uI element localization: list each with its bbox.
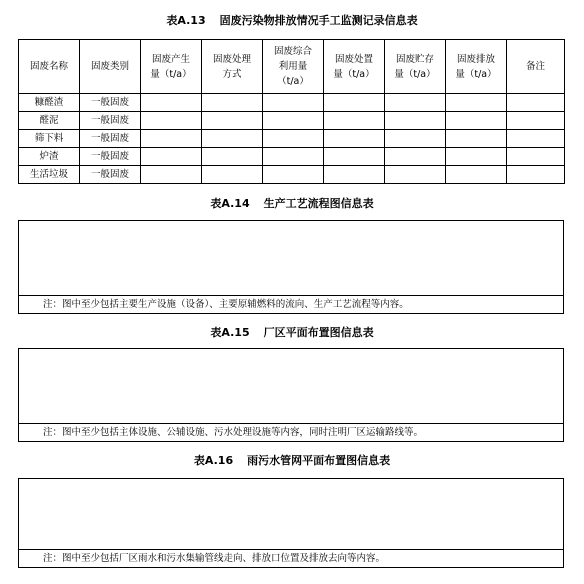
solid-waste-monitoring-table xyxy=(18,39,565,184)
column-header xyxy=(446,40,507,94)
table-a16-number: 表A.16 xyxy=(193,454,234,467)
empty-cell xyxy=(324,112,385,130)
table-header-row xyxy=(19,40,565,94)
column-header xyxy=(19,40,80,94)
waste-category-cell: 一般固废 xyxy=(80,148,141,166)
table-a14-number: 表A.14 xyxy=(210,197,250,210)
empty-cell xyxy=(385,94,446,112)
empty-cell xyxy=(263,112,324,130)
table-a16-title xyxy=(0,454,584,468)
empty-cell xyxy=(202,166,263,184)
empty-cell xyxy=(507,166,565,184)
column-header-line: 固废类别 xyxy=(90,61,129,72)
empty-cell xyxy=(385,112,446,130)
empty-cell xyxy=(324,94,385,112)
table-a16-note: 注：图中至少包括厂区雨水和污水集输管线走向、排放口位置及排放去向等内容。 xyxy=(43,553,386,564)
table-a15-title-text: 厂区平面布置图信息表 xyxy=(263,326,374,339)
empty-cell xyxy=(263,166,324,184)
column-header-line: 备注 xyxy=(525,61,545,72)
waste-name-cell: 糠醛渣 xyxy=(19,94,80,112)
empty-cell xyxy=(202,112,263,130)
column-header-line: 固废名称 xyxy=(29,61,68,72)
column-header-line: 量（t/a） xyxy=(150,68,192,80)
empty-cell xyxy=(446,130,507,148)
empty-cell xyxy=(202,148,263,166)
column-header-line: 量（t/a） xyxy=(333,68,375,80)
table-a14-title-text: 生产工艺流程图信息表 xyxy=(263,197,374,210)
waste-name-cell: 醛泥 xyxy=(19,112,80,130)
waste-category-cell: 一般固废 xyxy=(80,112,141,130)
empty-cell xyxy=(263,148,324,166)
column-header-line: 固废产生 xyxy=(151,53,190,65)
waste-name-cell: 炉渣 xyxy=(19,148,80,166)
waste-name-cell: 生活垃圾 xyxy=(19,166,80,184)
waste-category-cell: 一般固废 xyxy=(80,94,141,112)
empty-cell xyxy=(507,130,565,148)
column-header xyxy=(385,40,446,94)
empty-cell xyxy=(263,130,324,148)
empty-cell xyxy=(507,112,565,130)
column-header xyxy=(80,40,141,94)
empty-cell xyxy=(202,94,263,112)
column-header-line: 固废综合 xyxy=(273,46,312,57)
table-a15-title xyxy=(0,326,584,340)
empty-cell xyxy=(324,130,385,148)
table-row xyxy=(19,148,565,166)
column-header-line: 方式 xyxy=(222,68,242,80)
table-row xyxy=(19,166,565,184)
table-a16-title-text: 雨污水管网平面布置图信息表 xyxy=(247,454,391,467)
column-header xyxy=(324,40,385,94)
plant-layout-diagram-box xyxy=(18,348,564,442)
plant-layout-diagram-area xyxy=(19,349,563,424)
empty-cell xyxy=(507,148,565,166)
column-header-line: 固废处置 xyxy=(334,53,373,65)
empty-cell xyxy=(446,166,507,184)
column-header-line: 量（t/a） xyxy=(394,68,436,80)
table-row xyxy=(19,130,565,148)
table-a14-title xyxy=(0,197,584,211)
table-a14-note: 注：图中至少包括主要生产设施（设备）、主要原辅燃料的流向、生产工艺流程等内容。 xyxy=(43,299,409,310)
column-header-line: 固废排放 xyxy=(456,53,495,65)
empty-cell xyxy=(507,94,565,112)
empty-cell xyxy=(385,148,446,166)
column-header-line: 固废贮存 xyxy=(395,53,434,65)
empty-cell xyxy=(141,94,202,112)
table-row xyxy=(19,112,565,130)
empty-cell xyxy=(446,148,507,166)
empty-cell xyxy=(324,148,385,166)
empty-cell xyxy=(263,94,324,112)
waste-category-cell: 一般固废 xyxy=(80,166,141,184)
column-header-line: （t/a） xyxy=(277,76,309,87)
empty-cell xyxy=(446,94,507,112)
empty-cell xyxy=(324,166,385,184)
table-row xyxy=(19,94,565,112)
waste-name-cell: 筛下料 xyxy=(19,130,80,148)
table-a13-title-text: 固废污染物排放情况手工监测记录信息表 xyxy=(219,14,418,27)
column-header-line: 利用量 xyxy=(278,61,308,72)
empty-cell xyxy=(141,112,202,130)
column-header xyxy=(202,40,263,94)
empty-cell xyxy=(141,166,202,184)
empty-cell xyxy=(446,112,507,130)
column-header xyxy=(141,40,202,94)
table-a15-number: 表A.15 xyxy=(210,326,250,339)
column-header-line: 固废处理 xyxy=(212,53,251,65)
empty-cell xyxy=(141,130,202,148)
column-header xyxy=(507,40,565,94)
process-flow-diagram-box xyxy=(18,220,564,314)
column-header xyxy=(263,40,324,94)
drainage-network-diagram-box xyxy=(18,478,564,568)
table-a15-note: 注：图中至少包括主体设施、公辅设施、污水处理设施等内容，同时注明厂区运输路线等。 xyxy=(43,427,424,438)
drainage-network-diagram-area xyxy=(19,479,563,550)
empty-cell xyxy=(141,148,202,166)
column-header-line: 量（t/a） xyxy=(455,68,497,80)
process-flow-diagram-area xyxy=(19,221,563,296)
table-a13-title xyxy=(0,14,584,28)
table-a13-number: 表A.13 xyxy=(166,14,206,27)
empty-cell xyxy=(385,130,446,148)
empty-cell xyxy=(385,166,446,184)
empty-cell xyxy=(202,130,263,148)
waste-category-cell: 一般固废 xyxy=(80,130,141,148)
